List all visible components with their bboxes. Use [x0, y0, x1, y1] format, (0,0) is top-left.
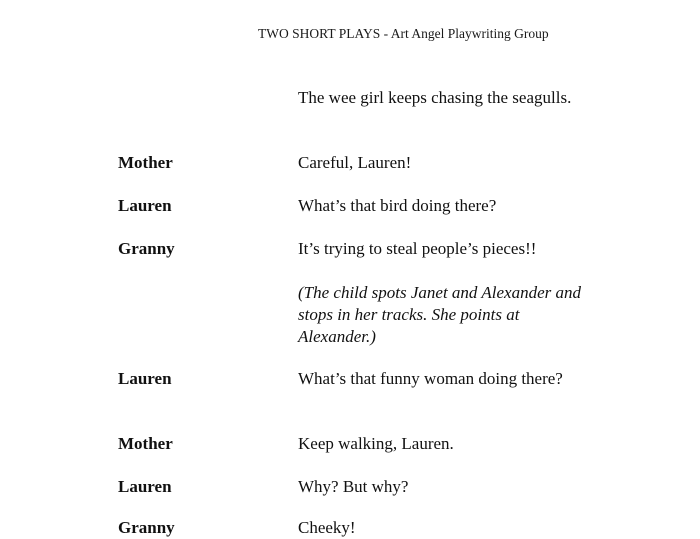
- speaker-name: Lauren: [118, 369, 172, 388]
- dialogue-line: It’s trying to steal people’s pieces!!: [298, 239, 537, 258]
- stage-direction: (The child spots Janet and Alexander and stops in her tracks. She points at Alexander.): [298, 283, 581, 346]
- dialogue-line: What’s that bird doing there?: [298, 196, 497, 215]
- speaker-name: Mother: [118, 434, 173, 453]
- dialogue-line: The wee girl keeps chasing the seagulls.: [298, 88, 572, 107]
- dialogue-line: Careful, Lauren!: [298, 153, 412, 172]
- dialogue-line: Cheeky!: [298, 518, 356, 537]
- dialogue-line: Keep walking, Lauren.: [298, 434, 454, 453]
- speaker-name: Granny: [118, 518, 175, 537]
- speaker-name: Lauren: [118, 196, 172, 215]
- speaker-name: Lauren: [118, 477, 172, 496]
- page-header: TWO SHORT PLAYS - Art Angel Playwriting Group: [258, 26, 549, 41]
- dialogue-line: What’s that funny woman doing there?: [298, 369, 563, 388]
- speaker-name: Mother: [118, 153, 173, 172]
- dialogue-line: Why? But why?: [298, 477, 409, 496]
- speaker-name: Granny: [118, 239, 175, 258]
